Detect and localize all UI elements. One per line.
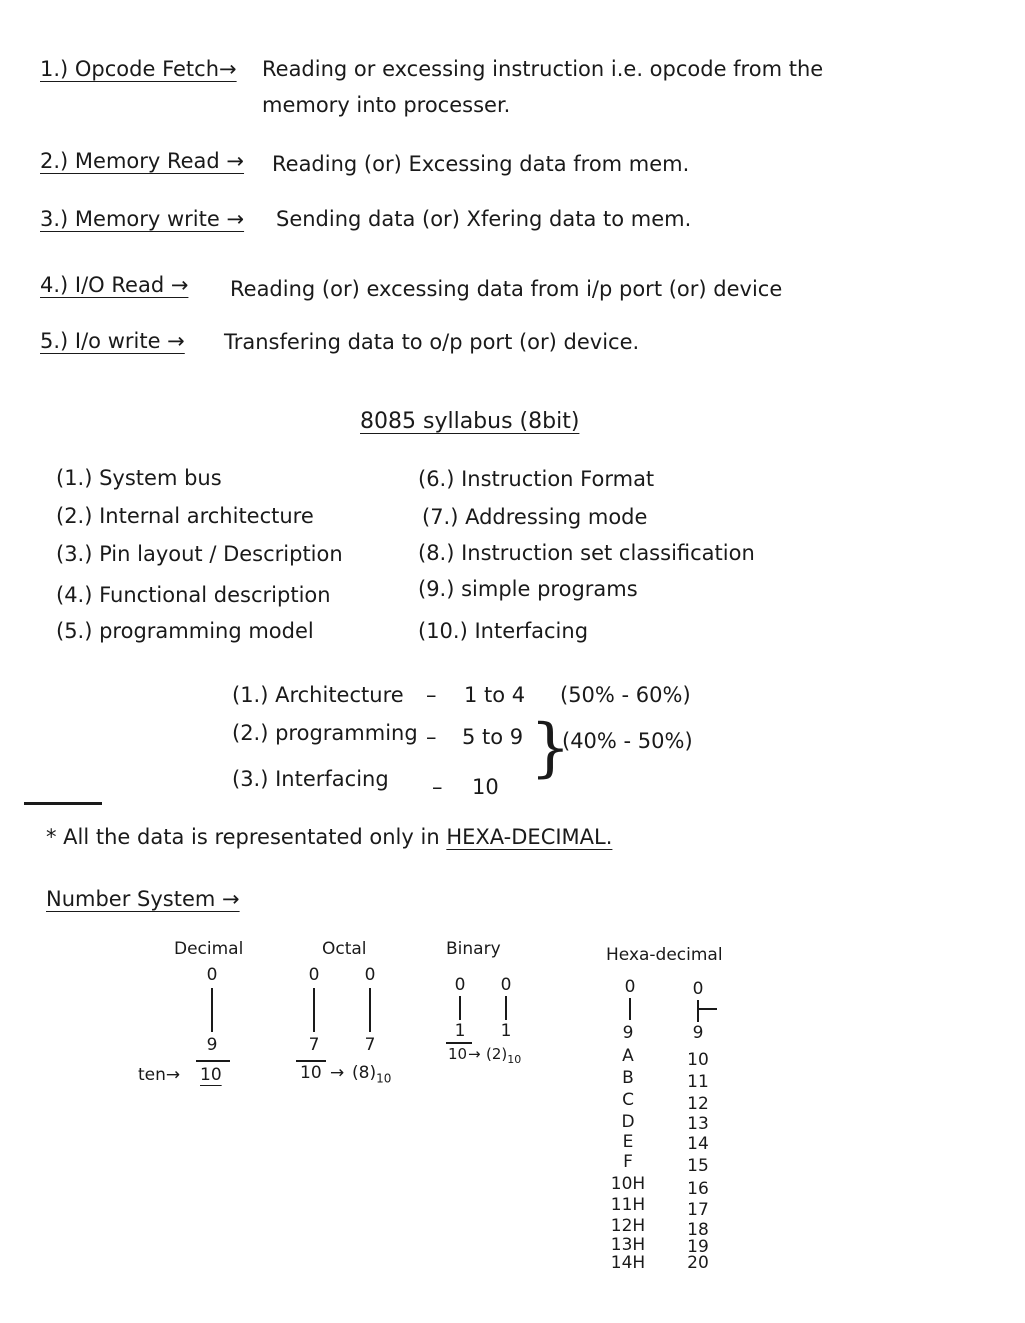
- hex-top-1: 0: [624, 977, 636, 997]
- syllabus-item-1: (1.) System bus: [56, 466, 222, 490]
- def-desc-1: Reading or excessing instruction i.e. opcode from the: [262, 57, 824, 81]
- decimal-carry-line: [196, 1060, 230, 1062]
- hex-right-4: 12: [687, 1094, 709, 1114]
- decimal-title: Decimal: [174, 939, 244, 959]
- note-highlight: HEXA-DECIMAL.: [446, 825, 613, 849]
- hex-left-7: F: [623, 1152, 633, 1172]
- syllabus-item-2: (2.) Internal architecture: [56, 504, 314, 528]
- def-term-1: 1.) Opcode Fetch→: [40, 57, 237, 81]
- note-text: [46, 826, 612, 849]
- hex-range-line-2: [697, 1000, 699, 1022]
- def-term-4: 4.) I/O Read →: [40, 273, 189, 297]
- octal-bottom-1: 7: [308, 1035, 320, 1055]
- decimal-range-line: [211, 988, 213, 1032]
- hex-right-9: 17: [687, 1200, 709, 1220]
- syllabus-item-6: (6.) Instruction Format: [418, 467, 655, 491]
- weight-percent-1: (50% - 60%): [560, 683, 691, 707]
- def-desc-1-cont: memory into processer.: [262, 93, 511, 117]
- hex-left-5: D: [621, 1112, 635, 1132]
- weight-range-3: 10: [472, 775, 499, 799]
- octal-range-line-2: [369, 988, 371, 1032]
- octal-result-2: [352, 1064, 391, 1086]
- binary-bottom-2: 1: [500, 1021, 512, 1041]
- syllabus-item-9: (9.) simple programs: [418, 577, 638, 601]
- def-term-5: 5.) I/o write →: [40, 329, 185, 353]
- decimal-result: 10: [200, 1065, 222, 1085]
- def-term-2: 2.) Memory Read →: [40, 149, 245, 173]
- binary-title: Binary: [446, 939, 501, 959]
- weight-brace: }: [530, 711, 571, 785]
- hex-top-2: 0: [692, 979, 704, 999]
- weight-label-1: (1.) Architecture: [232, 683, 404, 707]
- hex-right-1: 9: [692, 1023, 704, 1043]
- hex-right-10: 18: [687, 1220, 709, 1240]
- def-term-3: 3.) Memory write →: [40, 207, 245, 231]
- weight-label-3: (3.) Interfacing: [232, 767, 389, 791]
- octal-top-2: 0: [364, 965, 376, 985]
- hex-right-12: 20: [687, 1253, 709, 1273]
- hex-left-6: E: [622, 1132, 634, 1152]
- hex-left-11: 13H: [610, 1235, 646, 1255]
- decimal-top: 0: [206, 965, 218, 985]
- weight-label-2: (2.) programming: [232, 721, 418, 745]
- octal-bottom-2: 7: [364, 1035, 376, 1055]
- binary-result-2: [486, 1046, 521, 1066]
- binary-top-1: 0: [454, 975, 466, 995]
- decimal-bottom: 9: [206, 1035, 218, 1055]
- octal-base: (8): [352, 1063, 377, 1083]
- hex-left-2: A: [622, 1046, 634, 1066]
- weight-dash-2: –: [426, 725, 437, 749]
- octal-result: 10: [300, 1063, 322, 1083]
- hex-right-11: 19: [687, 1237, 709, 1257]
- octal-arrow: →: [330, 1063, 345, 1083]
- syllabus-title: 8085 syllabus (8bit): [360, 409, 580, 434]
- syllabus-item-7: (7.) Addressing mode: [422, 505, 648, 529]
- hex-title: Hexa-decimal: [606, 945, 723, 965]
- binary-base-sub: 10: [507, 1053, 522, 1066]
- octal-carry-line: [296, 1060, 326, 1062]
- octal-range-line-1: [313, 988, 315, 1032]
- number-system-heading: Number System →: [46, 887, 240, 911]
- syllabus-item-5: (5.) programming model: [56, 619, 314, 643]
- hex-right-6: 14: [687, 1134, 709, 1154]
- hex-tick: [697, 1008, 717, 1010]
- binary-arrow: →: [468, 1045, 481, 1063]
- weight-range-1: 1 to 4: [464, 683, 526, 707]
- hex-right-5: 13: [687, 1114, 709, 1134]
- hex-left-12: 14H: [610, 1253, 646, 1273]
- binary-result: 10: [448, 1045, 468, 1063]
- syllabus-item-8: (8.) Instruction set classification: [418, 541, 755, 565]
- note-prefix: * All the data is representated only in: [46, 825, 440, 849]
- syllabus-item-4: (4.) Functional description: [56, 583, 331, 607]
- binary-range-line-1: [459, 996, 461, 1020]
- hex-right-7: 15: [687, 1156, 709, 1176]
- syllabus-item-10: (10.) Interfacing: [418, 619, 589, 643]
- hex-left-10: 12H: [610, 1216, 646, 1236]
- decimal-arrow-label: ten→: [138, 1065, 181, 1085]
- hex-left-9: 11H: [610, 1195, 646, 1215]
- binary-bottom-1: 1: [454, 1021, 466, 1041]
- weight-dash-3: –: [432, 775, 443, 799]
- def-desc-5: Transfering data to o/p port (or) device.: [224, 330, 640, 354]
- def-desc-2: Reading (or) Excessing data from mem.: [272, 152, 690, 176]
- hex-left-4: C: [622, 1090, 634, 1110]
- hex-left-3: B: [622, 1068, 634, 1088]
- syllabus-item-3: (3.) Pin layout / Description: [56, 542, 343, 566]
- octal-base-sub: 10: [376, 1071, 392, 1086]
- hex-left-1: 9: [622, 1023, 634, 1043]
- section-divider: [24, 802, 102, 805]
- weight-percent-combined: (40% - 50%): [562, 729, 693, 753]
- hex-left-8: 10H: [610, 1174, 646, 1194]
- def-desc-3: Sending data (or) Xfering data to mem.: [276, 207, 692, 231]
- hex-right-2: 10: [687, 1050, 709, 1070]
- octal-top-1: 0: [308, 965, 320, 985]
- octal-title: Octal: [322, 939, 367, 959]
- binary-range-line-2: [505, 996, 507, 1020]
- binary-top-2: 0: [500, 975, 512, 995]
- binary-base: (2): [486, 1045, 508, 1063]
- binary-carry-line: [446, 1042, 472, 1044]
- weight-range-2: 5 to 9: [462, 725, 524, 749]
- def-desc-4: Reading (or) excessing data from i/p port (or) device: [230, 277, 783, 301]
- weight-dash-1: –: [426, 683, 437, 707]
- hex-right-3: 11: [687, 1072, 709, 1092]
- hex-range-line-1: [629, 998, 631, 1020]
- hex-right-8: 16: [687, 1179, 709, 1199]
